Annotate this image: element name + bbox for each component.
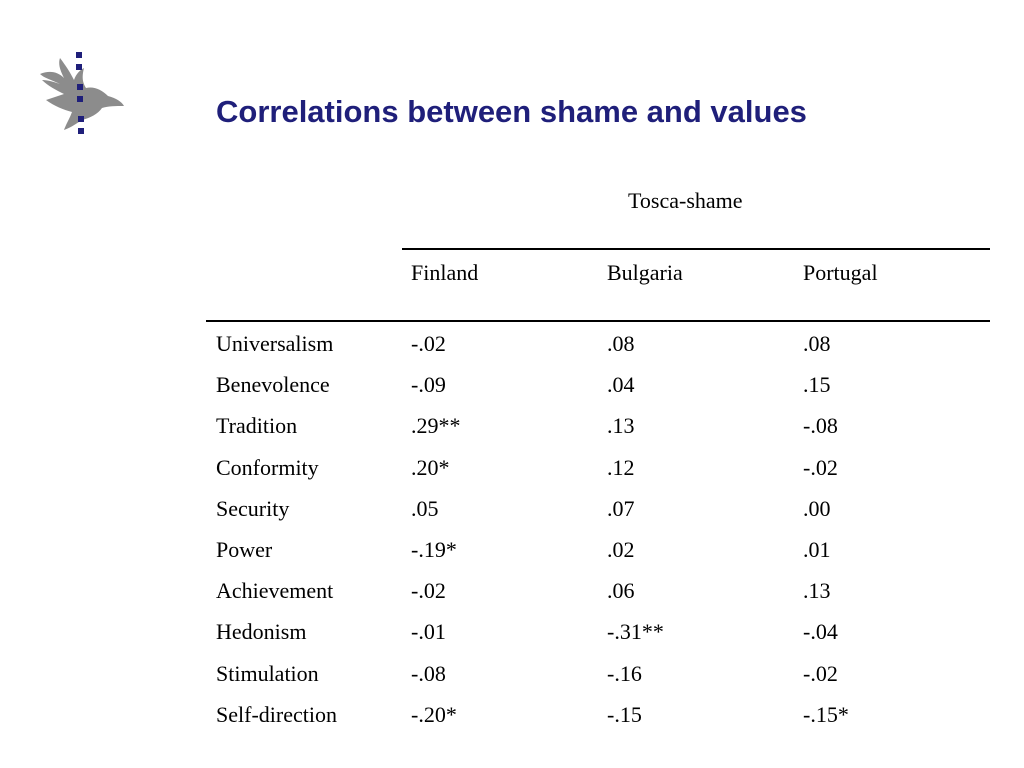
- cell-finland: .29**: [411, 413, 461, 438]
- cell-finland: -.19*: [411, 537, 457, 562]
- cell-portugal: -.15*: [803, 702, 849, 727]
- row-label: Security: [216, 496, 290, 521]
- helsinki-flame-logo-icon: [36, 50, 126, 136]
- cell-bulgaria: .13: [607, 413, 635, 438]
- cell-finland: -.02: [411, 331, 446, 356]
- row-label: Tradition: [216, 413, 298, 438]
- cell-finland: -.09: [411, 372, 446, 397]
- row-label: Universalism: [216, 331, 334, 356]
- column-header-finland: Finland: [411, 260, 479, 285]
- slide-title: Correlations between shame and values: [216, 94, 807, 129]
- cell-bulgaria: -.16: [607, 661, 642, 686]
- cell-finland: -.20*: [411, 702, 457, 727]
- cell-finland: -.01: [411, 619, 446, 644]
- row-label: Achievement: [216, 578, 334, 603]
- cell-bulgaria: .08: [607, 331, 635, 356]
- cell-portugal: -.04: [803, 619, 838, 644]
- column-header-portugal: Portugal: [803, 260, 878, 285]
- cell-bulgaria: -.31**: [607, 619, 664, 644]
- cell-portugal: -.02: [803, 455, 838, 480]
- row-label: Power: [216, 537, 273, 562]
- group-rule: [402, 248, 990, 250]
- cell-portugal: .15: [803, 372, 831, 397]
- cell-bulgaria: .07: [607, 496, 635, 521]
- cell-finland: -.02: [411, 578, 446, 603]
- cell-portugal: .13: [803, 578, 831, 603]
- cell-bulgaria: -.15: [607, 702, 642, 727]
- row-label: Benevolence: [216, 372, 330, 397]
- cell-portugal: .08: [803, 331, 831, 356]
- cell-finland: .05: [411, 496, 439, 521]
- cell-bulgaria: .12: [607, 455, 635, 480]
- row-label: Stimulation: [216, 661, 319, 686]
- cell-portugal: .00: [803, 496, 831, 521]
- cell-finland: .20*: [411, 455, 450, 480]
- cell-portugal: .01: [803, 537, 831, 562]
- cell-bulgaria: .02: [607, 537, 635, 562]
- row-label: Conformity: [216, 455, 319, 480]
- column-header-bulgaria: Bulgaria: [607, 260, 683, 285]
- cell-finland: -.08: [411, 661, 446, 686]
- group-header: Tosca-shame: [628, 188, 743, 213]
- cell-bulgaria: .04: [607, 372, 635, 397]
- cell-bulgaria: .06: [607, 578, 635, 603]
- header-rule: [206, 320, 990, 322]
- row-label: Self-direction: [216, 702, 337, 727]
- cell-portugal: -.08: [803, 413, 838, 438]
- row-label: Hedonism: [216, 619, 307, 644]
- cell-portugal: -.02: [803, 661, 838, 686]
